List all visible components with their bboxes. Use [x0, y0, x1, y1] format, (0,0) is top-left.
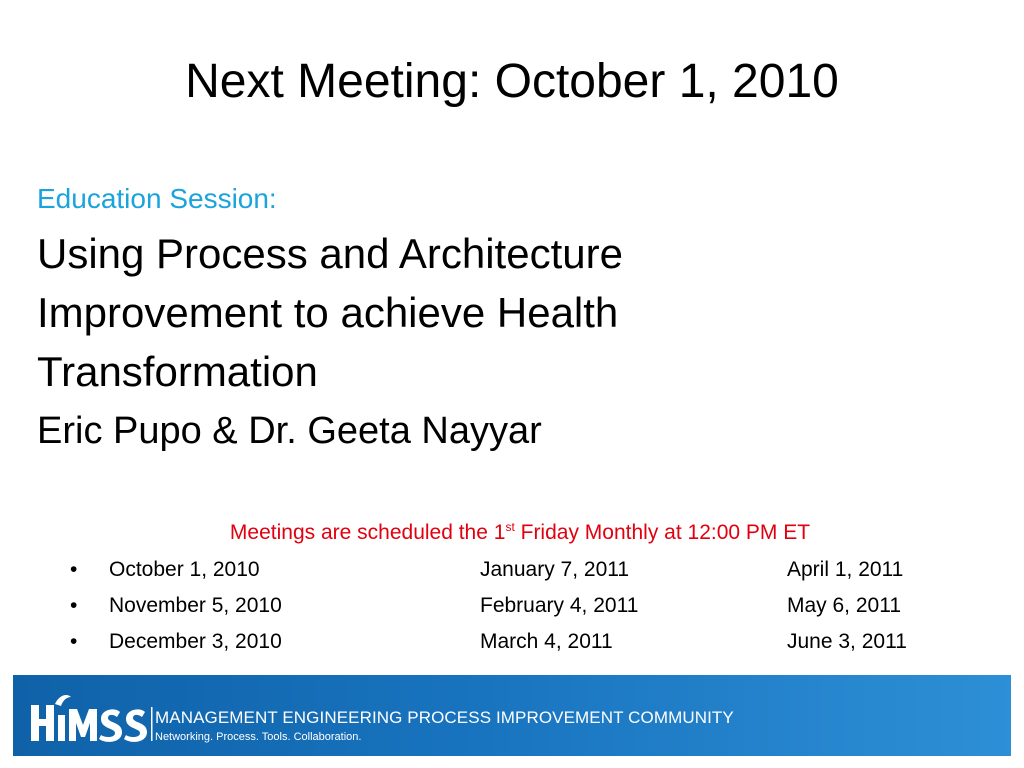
- himss-banner: [13, 675, 1011, 756]
- meeting-date: February 4, 2011: [480, 594, 639, 617]
- list-item: [0, 592, 1024, 628]
- meeting-date: October 1, 2010: [109, 558, 260, 581]
- meeting-date: December 3, 2010: [109, 630, 282, 653]
- meeting-date: April 1, 2011: [787, 558, 904, 581]
- himss-logo: [31, 691, 153, 743]
- list-item: [0, 628, 1024, 664]
- bullet-icon: •: [70, 630, 78, 653]
- slide-title: Next Meeting: October 1, 2010: [185, 55, 839, 108]
- schedule-note-text-end: Friday Monthly at 12:00 PM ET: [514, 521, 811, 544]
- presenters: Eric Pupo & Dr. Geeta Nayyar: [37, 410, 542, 452]
- meeting-dates-list: [0, 556, 1024, 664]
- community-tagline: Networking. Process. Tools. Collaboration.: [155, 731, 362, 743]
- bullet-icon: •: [70, 594, 78, 617]
- list-item: [0, 556, 1024, 592]
- schedule-note: [0, 519, 1024, 547]
- schedule-note-superscript: st: [505, 520, 515, 534]
- session-title-line: Transformation: [37, 348, 318, 395]
- meeting-date: March 4, 2011: [480, 630, 613, 653]
- session-title-line: Using Process and Architecture: [37, 230, 623, 277]
- education-session-label: Education Session:: [37, 183, 277, 214]
- schedule-note-text: Meetings are scheduled the 1: [229, 521, 506, 544]
- meeting-date: May 6, 2011: [787, 594, 902, 617]
- meeting-date: January 7, 2011: [480, 558, 630, 581]
- bullet-icon: •: [70, 558, 78, 581]
- meeting-date: November 5, 2010: [109, 594, 282, 617]
- session-title-line: Improvement to achieve Health: [37, 289, 619, 336]
- meeting-date: June 3, 2011: [787, 630, 907, 653]
- community-name: MANAGEMENT ENGINEERING PROCESS IMPROVEMENT COMMUNITY: [155, 708, 734, 727]
- session-title: [37, 224, 797, 401]
